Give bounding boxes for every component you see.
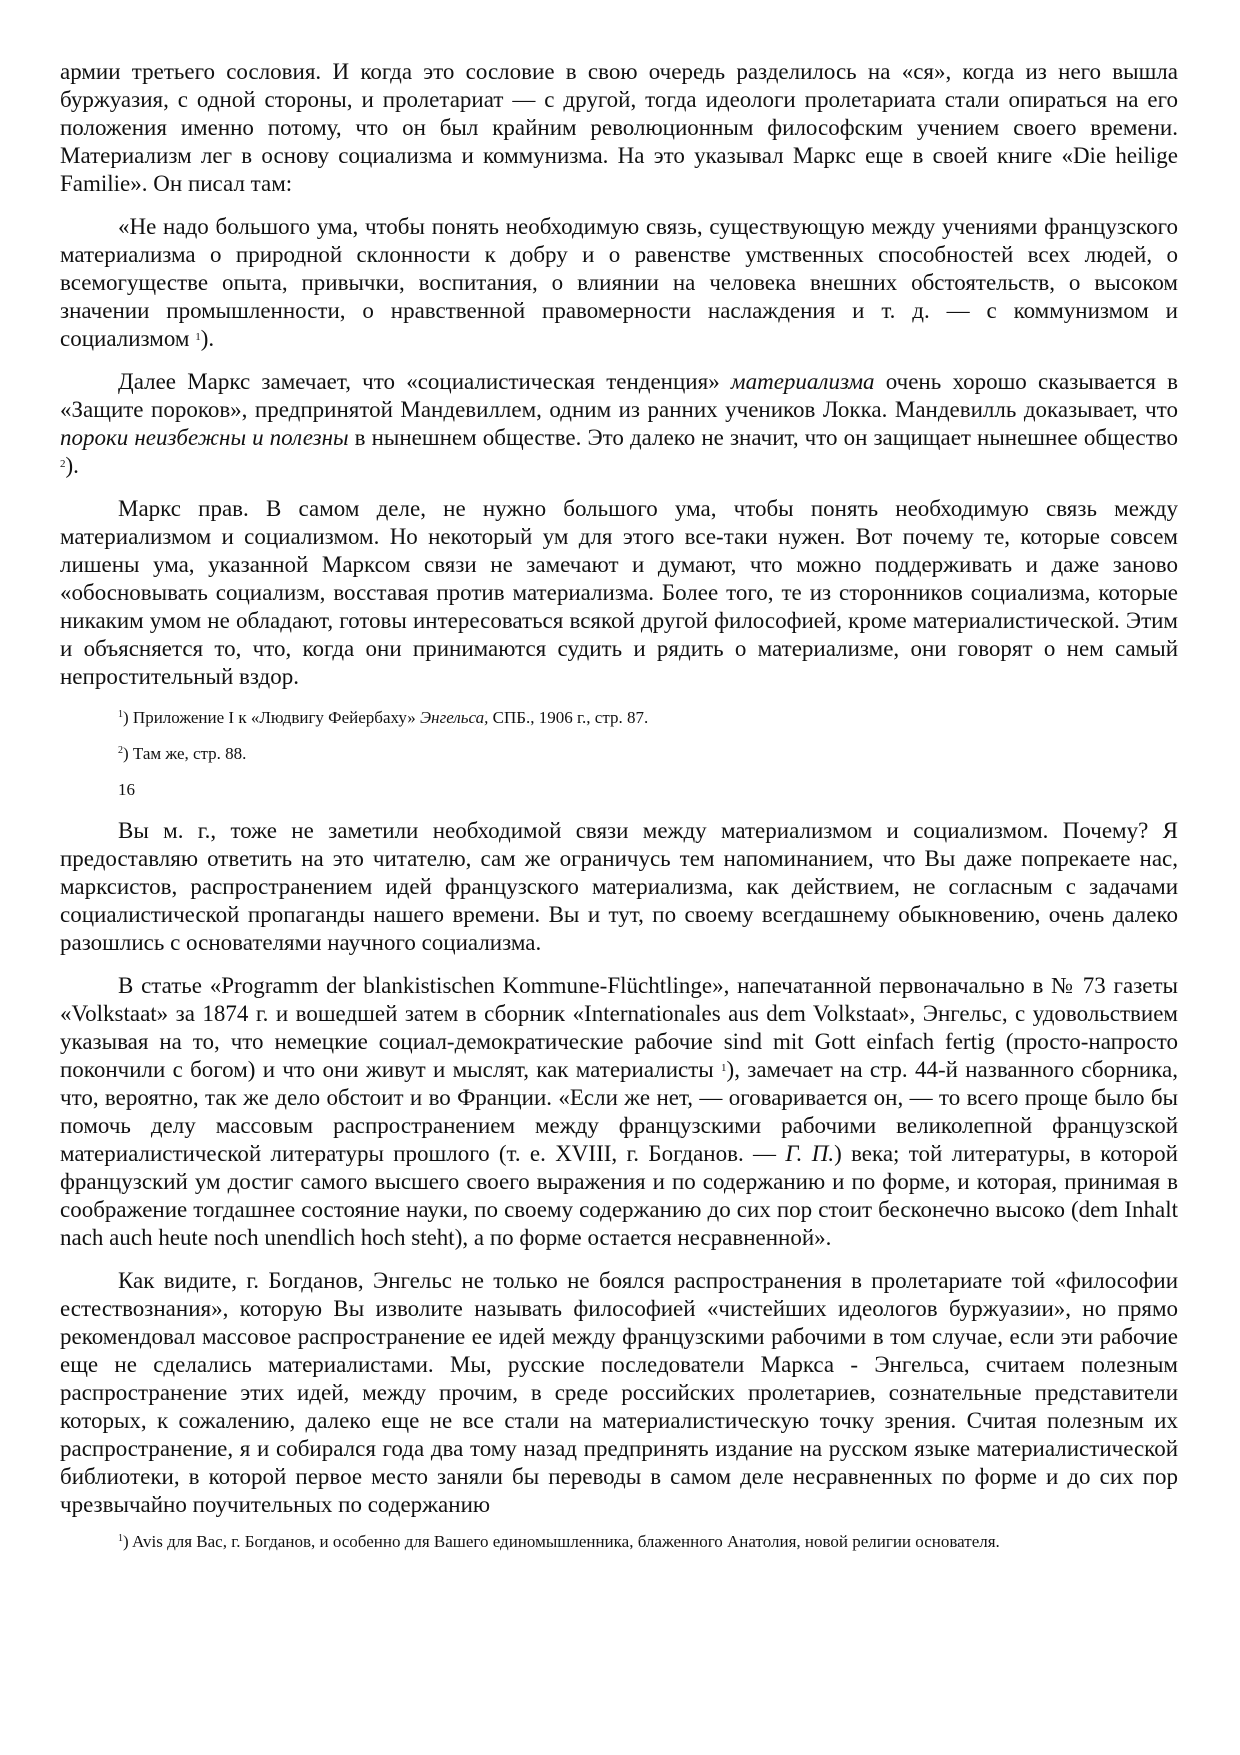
footnote-3 [60,1529,1178,1554]
footnote-ref: 1 [721,1062,727,1074]
paragraph-1: армии третьего сословия. И когда это сословие в свою очередь разделилось на «ся», когда из него вышла буржуазия, с одной стороны, и пролетариат — с другой, тогда идеологи пролетариата стали опираться на его положения именно потому, что он был крайним революционным философским учением своего времени. Материализм лег в основу социализма и коммунизма. На это указывал Маркс еще в своей книге «Die heilige Familie». Он писал там: [60,59,1178,196]
footnote-1 [60,706,1178,730]
paragraph-7: Как видите, г. Богданов, Энгельс не только не боялся распространения в пролетариате той «философии естествознания», которую Вы изволите называть философией «чистейших идеологов буржуазии», но прямо рекомендовал массовое распространение ее идей между французскими рабочими в том случае, если эти рабочие еще не сделались материалистами. Мы, русские последователи Маркса - Энгельса, считаем полезным распространение этих идей, между прочим, в среде российских пролетариев, сознательные представители которых, к сожалению, далеко еще не все стали на материалистическую точку зрения. Считая полезным их распространение, я и собирался года два тому назад предпринять издание на русском языке материалистической библиотеки, в которой первое место заняли бы переводы в самом деле несравненных по форме и до сих пор чрезвычайно поучительных по содержанию [60,1268,1178,1517]
footnote-mark: 1 [118,1533,123,1544]
quote-text: «Не надо большого ума, чтобы понять необходимую связь, существующую между учениями французского материализма о природной склонности к добру и о равенстве умственных способностей всех людей, о всемогуществе опыта, привычки, воспитания, о влиянии на человека внешних обстоятельств, о высоком значении промышленности, о нравственной правомерности наслаждения и т. д. — с коммунизмом и социализмом [60,214,1178,351]
text-run: в нынешнем обществе. Это далеко не значит, что он защищает нынешнее общество [348,425,1178,450]
text-run: Далее Маркс замечает, что «социалистическая тенденция» [118,369,731,394]
italic-run: Г. П. [785,1141,835,1166]
italic-run: Энгельса, [420,708,489,727]
italic-run: материализма [730,369,875,394]
footnote-mark: 2 [118,745,123,756]
quote-end: ). [200,326,215,351]
italic-run: пороки неизбежны и полезны [60,425,349,450]
text-run: ), замечает на стр. 44-й названного сборника, что, вероятно, так же дело обстоит и во Франции. «Если же нет, — оговаривается он, — то всего проще было бы помочь делу массовым распространением между французскими рабочими великолепной французской материалистической литературы прошлого (т. е. XVIII, г. Богданов. — [60,1057,1178,1166]
footnote-2 [60,742,1178,766]
footnote-text: СПБ., 1906 г., стр. 87. [488,708,649,727]
text-run: ). [65,453,79,478]
footnote-mark: 1 [118,709,123,720]
text-run: В статье «Programm der blankistischen Kommune-Flüchtlinge», напечатанной первоначально в № 73 газеты «Volkstaat» за 1874 г. и вошедшей затем в сборник «Internationales aus dem Volkstaat», Энгельс, с удовольствием указывая на то, что немецкие социал-демократические рабочие sind mit Gott einfach fertig (просто-напросто покончили с богом) и что они живут и мыслят, как материалисты [60,973,1178,1082]
footnote-text: ) Там же, стр. 88. [123,744,247,763]
footnote-text: ) Приложение I к «Людвигу Фейербаху» [123,708,421,727]
paragraph-4: Маркс прав. В самом деле, не нужно большого ума, чтобы понять необходимую связь между материализмом и социализмом. Но некоторый ум для этого все-таки нужен. Вот почему те, которые совсем лишены ума, указанной Марксом связи не замечают и думают, что можно поддерживать и даже заново «обосновывать социализм, восставая против материализма. Более того, те из сторонников социализма, которые никаким умом не обладают, готовы интересоваться всякой другой философией, кроме материалистической. Этим и объясняется то, что, когда они принимаются судить и рядить о материализме, они говорят о нем самый непростительный вздор. [60,496,1178,689]
paragraph-3 [60,368,1178,480]
text-run: очень хорошо сказывается в «Защите пороков», предпринятой Мандевиллем, одним из ранних учеников Локка. Мандевилль доказывает, что [60,369,1178,422]
text-run: ) века; той литературы, в которой французский ум достиг самого высшего своего выражения и по содержанию и по форме, и которая, принимая в соображение тогдашнее состояние науки, по своему содержанию до сих пор стоит бесконечно высоко (dem Inhalt nach auch heute noch unendlich hoch steht), а по форме остается несравненной». [60,1141,1178,1250]
document-page [60,58,1178,1554]
footnote-text: ) Avis для Вас, г. Богданов, и особенно для Вашего единомышленника, блаженного Анатолия, новой религии основателя. [123,1532,1000,1551]
footnote-ref: 2 [60,458,66,470]
paragraph-5: Вы м. г., тоже не заметили необходимой связи между материализмом и социализмом. Почему? Я предоставляю ответить на это читателю, сам же ограничусь тем напоминанием, что Вы даже попрекаете нас, марксистов, распространением идей французского материализма, как действием, не согласным с задачами социалистической пропаганды нашего времени. Вы и тут, по своему всегдашнему обыкновению, очень далеко разошлись с основателями научного социализма. [60,818,1178,955]
footnote-ref: 1 [195,331,201,343]
page-number: 16 [118,780,135,799]
paragraph-6 [60,972,1178,1252]
quote-paragraph [60,213,1178,353]
